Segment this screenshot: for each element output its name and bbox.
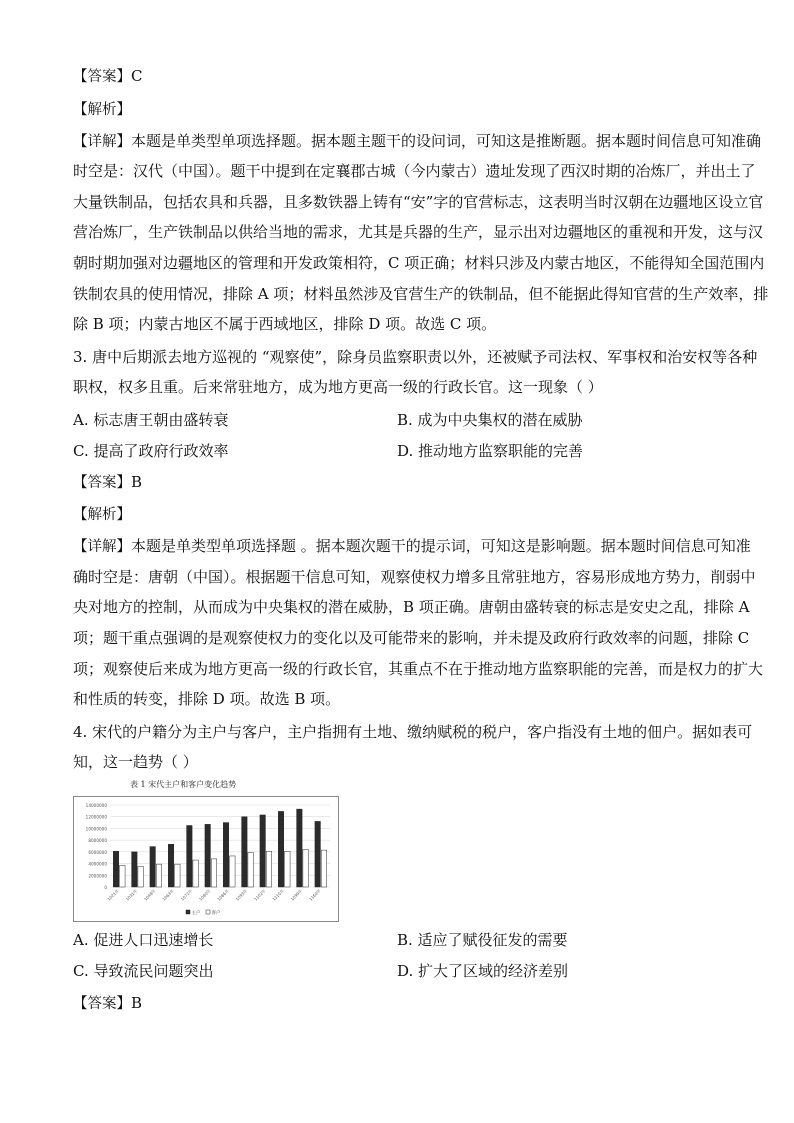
detail-label: 【详解】 bbox=[73, 134, 131, 150]
bar-zhuhu bbox=[315, 821, 321, 887]
q2-detail-line-6: 铁制农具的使用情况，排除 A 项；材料虽然涉及官营生产的铁制品，但不能据此得知官营的生产效率，排 bbox=[73, 285, 769, 303]
bar-zhuhu bbox=[113, 851, 119, 887]
q2-detail-line-7: 除 B 项；内蒙古地区不属于西域地区，排除 D 项。故选 C 项。 bbox=[73, 315, 497, 333]
bar-zhuhu bbox=[223, 823, 229, 887]
bar-zhuhu bbox=[168, 844, 174, 887]
answer-label: 【答案】 bbox=[73, 69, 131, 85]
q3-detail-line-6: 和性质的转变，排除 D 项。故选 B 项。 bbox=[73, 690, 341, 708]
legend-label: 客户 bbox=[211, 911, 221, 916]
q3-detail-line-2: 确时空是：唐朝（中国）。根据题干信息可知，观察使权力增多且常驻地方，容易形成地方势力，削弱中 bbox=[73, 568, 756, 586]
x-tick-label: 1102年 bbox=[252, 888, 267, 902]
bar-zhuhu bbox=[297, 809, 303, 887]
q3-option-c: C. 提高了政府行政效率 bbox=[73, 442, 229, 460]
bar-kehu bbox=[285, 851, 291, 887]
x-tick-label: 1099年 bbox=[289, 888, 304, 902]
bar-kehu bbox=[211, 859, 217, 887]
x-tick-label: 1086年 bbox=[216, 888, 230, 902]
q2-detail-line-3: 大量铁制品，包括农具和兵器，且多数铁器上铸有“安”字的官营标志，这表明当时汉朝在边疆地区设立官 bbox=[73, 193, 764, 211]
x-tick-label: 1160年 bbox=[307, 888, 322, 902]
y-tick-label: 14000000 bbox=[85, 803, 107, 808]
q3-answer: 【答案】B bbox=[73, 473, 143, 491]
y-tick-label: 8000000 bbox=[88, 838, 107, 844]
bar-kehu bbox=[193, 860, 199, 887]
y-tick-label: 4000000 bbox=[88, 861, 107, 867]
bar-zhuhu bbox=[278, 811, 284, 887]
x-tick-label: 1021年 bbox=[106, 888, 120, 902]
bar-chart bbox=[74, 797, 338, 921]
x-tick-label: 1093年 bbox=[234, 888, 249, 902]
q2-detail-line-1: 【详解】本题是单类型单项选择题。据本题主题干的设问词，可知这是推断题。据本题时间信息可知准确 bbox=[73, 132, 762, 150]
y-tick-label: 10000000 bbox=[85, 826, 107, 832]
y-tick-label: 2000000 bbox=[88, 873, 107, 879]
x-tick-label: 1080年 bbox=[197, 888, 212, 902]
q4-option-b: B. 适应了赋役征发的需要 bbox=[397, 931, 568, 949]
legend-swatch bbox=[206, 910, 210, 914]
bar-kehu bbox=[175, 864, 181, 887]
q3-option-d: D. 推动地方监察职能的完善 bbox=[397, 442, 584, 460]
x-tick-label: 1048年 bbox=[142, 888, 157, 902]
q3-detail-line-1: 【详解】本题是单类型单项选择题 。据本题次题干的提示词，可知这是影响题。据本题时间信息可知准 bbox=[73, 537, 751, 555]
bar-kehu bbox=[138, 867, 144, 888]
bar-kehu bbox=[303, 850, 309, 887]
bar-kehu bbox=[156, 864, 162, 887]
chart-caption: 表 1 宋代主户和客户变化趋势 bbox=[130, 780, 237, 789]
q3-stem-line-2: 职权，权多且重。后来常驻地方，成为地方更高一级的行政长官。这一现象（ ） bbox=[73, 378, 603, 396]
x-tick-label: 1072年 bbox=[179, 888, 194, 902]
q3-option-a: A. 标志唐王朝由盛转衰 bbox=[73, 411, 229, 429]
q4-answer: 【答案】B bbox=[73, 994, 143, 1012]
bar-kehu bbox=[120, 865, 126, 887]
bar-zhuhu bbox=[132, 852, 138, 887]
q2-answer bbox=[73, 66, 142, 87]
legend-label: 主户 bbox=[191, 911, 201, 916]
bar-kehu bbox=[248, 852, 254, 887]
q3-analysis-label: 【解析】 bbox=[73, 507, 131, 523]
y-tick-label: 6000000 bbox=[88, 849, 107, 855]
q4-option-c: C. 导致流民问题突出 bbox=[73, 962, 214, 980]
bar-zhuhu bbox=[150, 847, 156, 887]
detail-label: 【详解】 bbox=[73, 539, 131, 555]
q4-option-d: D. 扩大了区域的经济差别 bbox=[397, 962, 569, 980]
bar-zhuhu bbox=[187, 826, 193, 888]
x-tick-label: 1031年 bbox=[124, 888, 139, 902]
x-tick-label: 1063年 bbox=[161, 888, 175, 902]
y-tick-label: 0 bbox=[104, 885, 107, 890]
legend-swatch bbox=[186, 910, 190, 914]
q2-detail-line-5: 朝时期加强对边疆地区的管理和开发政策相符，C 项正确；材料只涉及内蒙古地区，不能得知全国范围内 bbox=[73, 254, 765, 272]
q3-option-b: B. 成为中央集权的潜在威胁 bbox=[397, 411, 583, 429]
q3-detail-line-3: 央对地方的控制，从而成为中央集权的潜在威胁，B 项正确。唐朝由盛转衰的标志是安史之乱，排除 A bbox=[73, 598, 750, 616]
q4-stem-line-2: 知，这一趋势（ ） bbox=[73, 753, 198, 771]
q3-detail-line-5: 项；观察使后来成为地方更高一级的行政长官，其重点不在于推动地方监察职能的完善，而是权力的扩大 bbox=[73, 660, 764, 678]
q3-detail-line-4: 项；题干重点强调的是观察使权力的变化以及可能带来的影响，并未提及政府行政效率的问题，排除 C bbox=[73, 629, 750, 647]
q4-option-a: A. 促进人口迅速增长 bbox=[73, 931, 214, 949]
y-tick-label: 12000000 bbox=[85, 814, 107, 820]
x-tick-label: 1110年 bbox=[271, 888, 285, 902]
bar-kehu bbox=[230, 856, 236, 887]
bar-zhuhu bbox=[205, 824, 211, 887]
q2-detail-line-2: 时空是：汉代（中国）。题干中提到在定襄郡古城（今内蒙古）遗址发现了西汉时期的冶炼厂，并出土了 bbox=[73, 162, 756, 180]
q3-stem-line-1: 3. 唐中后期派去地方巡视的 “观察使”，除身员监察职责以外，还被赋予司法权、军事权和治安权等各种 bbox=[73, 348, 758, 366]
bar-zhuhu bbox=[242, 817, 248, 887]
q4-stem-line-1: 4. 宋代的户籍分为主户与客户，主户指拥有土地、缴纳赋税的税户，客户指没有土地的佃户。据如表可 bbox=[73, 723, 753, 741]
q2-detail-line-4: 营冶炼厂，生产铁制品以供给当地的需求，尤其是兵器的生产，显示出对边疆地区的重视和开发，这与汉 bbox=[73, 223, 764, 241]
bar-kehu bbox=[266, 851, 272, 887]
q2-analysis-label: 【解析】 bbox=[73, 102, 131, 118]
bar-kehu bbox=[321, 850, 327, 887]
bar-zhuhu bbox=[260, 815, 266, 887]
answer-value: C bbox=[131, 67, 143, 85]
chart-frame bbox=[73, 796, 339, 922]
